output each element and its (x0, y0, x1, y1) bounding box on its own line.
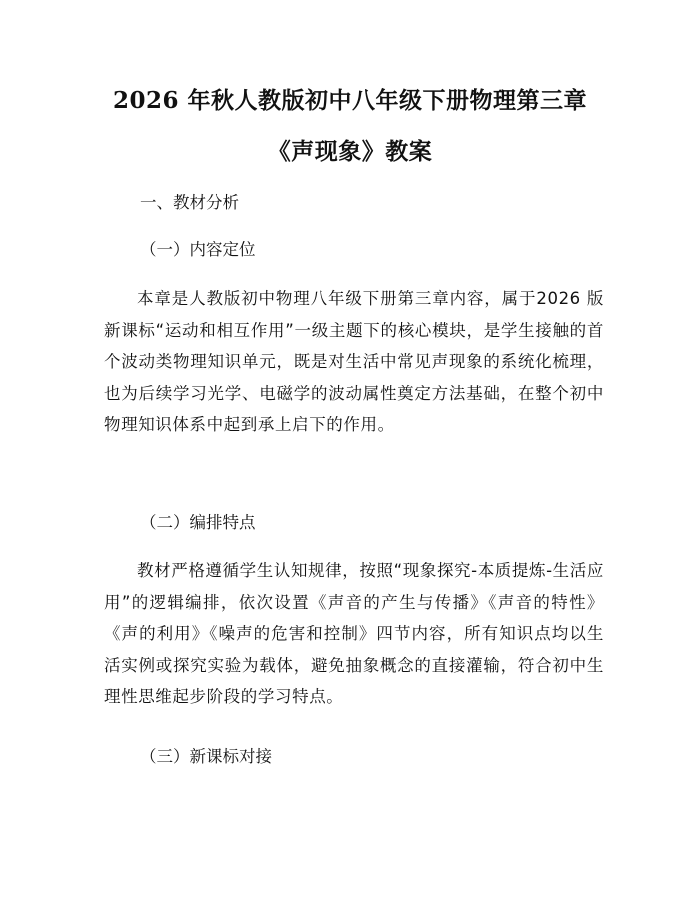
paragraph-content-positioning: 本章是人教版初中物理八年级下册第三章内容，属于2026 版新课标“运动和相互作用”一级主题下的核心模块，是学生接触的首个波动类物理知识单元，既是对生活中常见声现象的系统化梳理，也为后续学习光学、电磁学的波动属性奠定方法基础，在整个初中物理知识体系中起到承上启下的作用。 (104, 289, 604, 434)
subsection-heading-curriculum-alignment: （三）新课标对接 (140, 747, 272, 766)
subsection-heading-content-positioning: （一）内容定位 (140, 240, 256, 259)
document-title-line-1: 2026 年秋人教版初中八年级下册物理第三章 (112, 87, 588, 114)
section-heading-textbook-analysis: 一、教材分析 (140, 193, 239, 212)
subsection-heading-layout-features: （二）编排特点 (140, 513, 256, 532)
document-title-line-2: 《声现象》教案 (267, 138, 433, 165)
paragraph-layout-features: 教材严格遵循学生认知规律，按照“现象探究-本质提炼-生活应用”的逻辑编排，依次设置《声音的产生与传播》《声音的特性》《声的利用》《噪声的危害和控制》四节内容，所有知识点均以生活实例或探究实验为载体，避免抽象概念的直接灌输，符合初中生理性思维起步阶段的学习特点。 (104, 561, 604, 706)
